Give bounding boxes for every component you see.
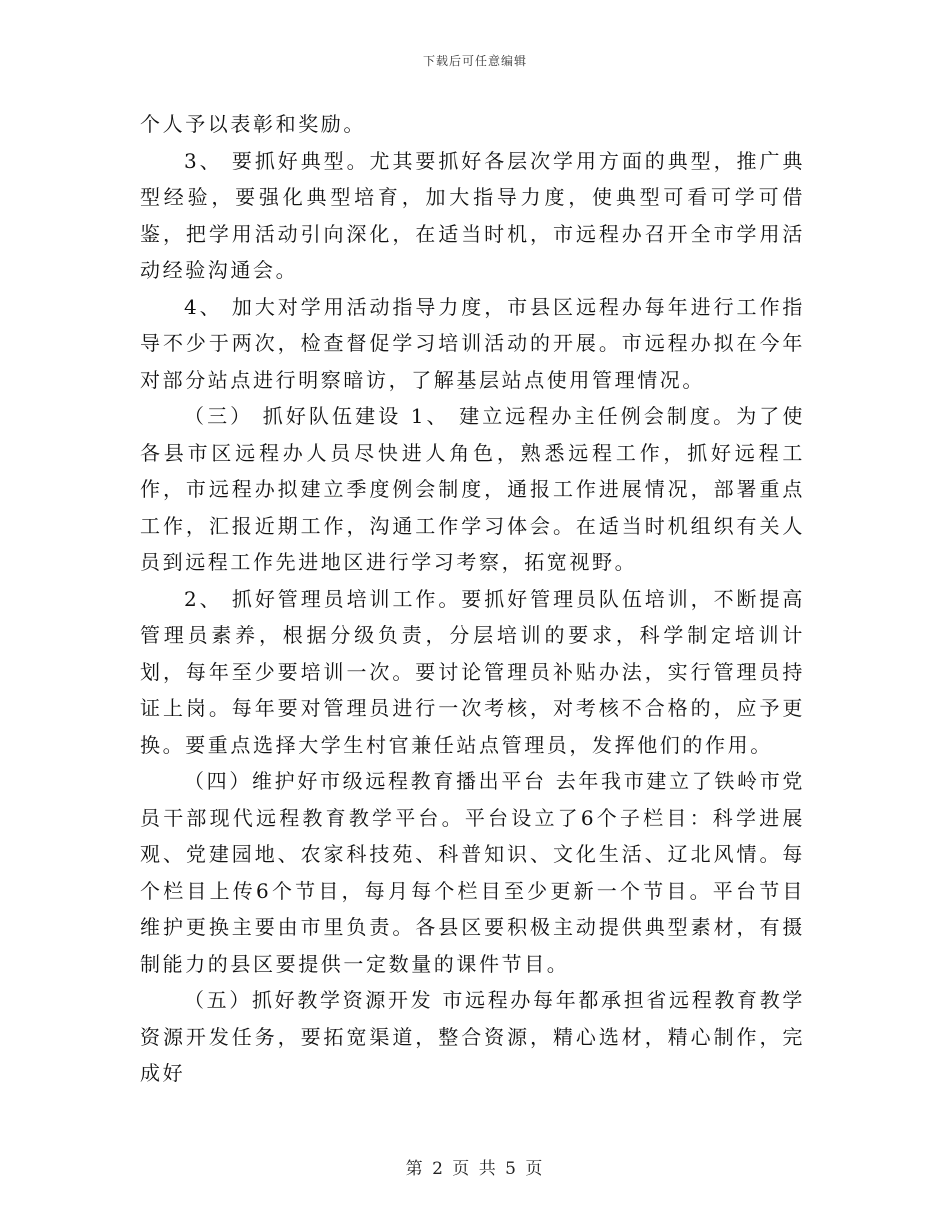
page-number-footer: 第 2 页 共 5 页 <box>405 1159 545 1179</box>
page-header: 下载后可任意编辑 <box>422 54 527 68</box>
paragraph-item-4: 4、 加大对学用活动指导力度，市县区远程办每年进行工作指导不少于两次，检查督促学习培训活动的开展。市远程办拟在今年对部分站点进行明察暗访，了解基层站点使用管理情况。 <box>140 294 805 392</box>
paragraph-item-3: 3、 要抓好典型。尤其要抓好各层次学用方面的典型，推广典型经验，要强化典型培育，加大指导力度，使典型可看可学可借鉴，把学用活动引向深化，在适当时机，市远程办召开全市学用活动经验沟通会。 <box>140 148 805 282</box>
paragraph-section-4: （四）维护好市级远程教育播出平台 去年我市建立了铁岭市党员干部现代远程教育教学平台。平台设立了6个子栏目：科学进展观、党建园地、农家科技苑、科普知识、文化生活、辽北风情。每个栏目上传6个节目，每月每个栏目至少更新一个节目。平台节目维护更换主要由市里负责。各县区要积极主动提供典型素材，有摄制能力的县区要提供一定数量的课件节目。 <box>140 769 805 976</box>
paragraph-continuation: 个人予以表彰和奖励。 <box>140 112 366 136</box>
paragraph-section-3: （三） 抓好队伍建设 1、 建立远程办主任例会制度。为了使各县市区远程办人员尽快进人角色，熟悉远程工作，抓好远程工作，市远程办拟建立季度例会制度，通报工作进展情况，部署重点工作，汇报近期工作，沟通工作学习体会。在适当时机组织有关人员到远程工作先进地区进行学习考察，拓宽视野。 <box>140 404 805 574</box>
paragraph-section-5: （五）抓好教学资源开发 市远程办每年都承担省远程教育教学资源开发任务，要拓宽渠道，整合资源，精心选材，精心制作，完成好 <box>140 988 805 1085</box>
paragraph-item-2: 2、 抓好管理员培训工作。要抓好管理员队伍培训，不断提高管理员素养，根据分级负责，分层培训的要求，科学制定培训计划，每年至少要培训一次。要讨论管理员补贴办法，实行管理员持证上岗。每年要对管理员进行一次考核，对考核不合格的，应予更换。要重点选择大学生村官兼任站点管理员，发挥他们的作用。 <box>140 586 805 757</box>
document-body <box>140 106 805 1092</box>
